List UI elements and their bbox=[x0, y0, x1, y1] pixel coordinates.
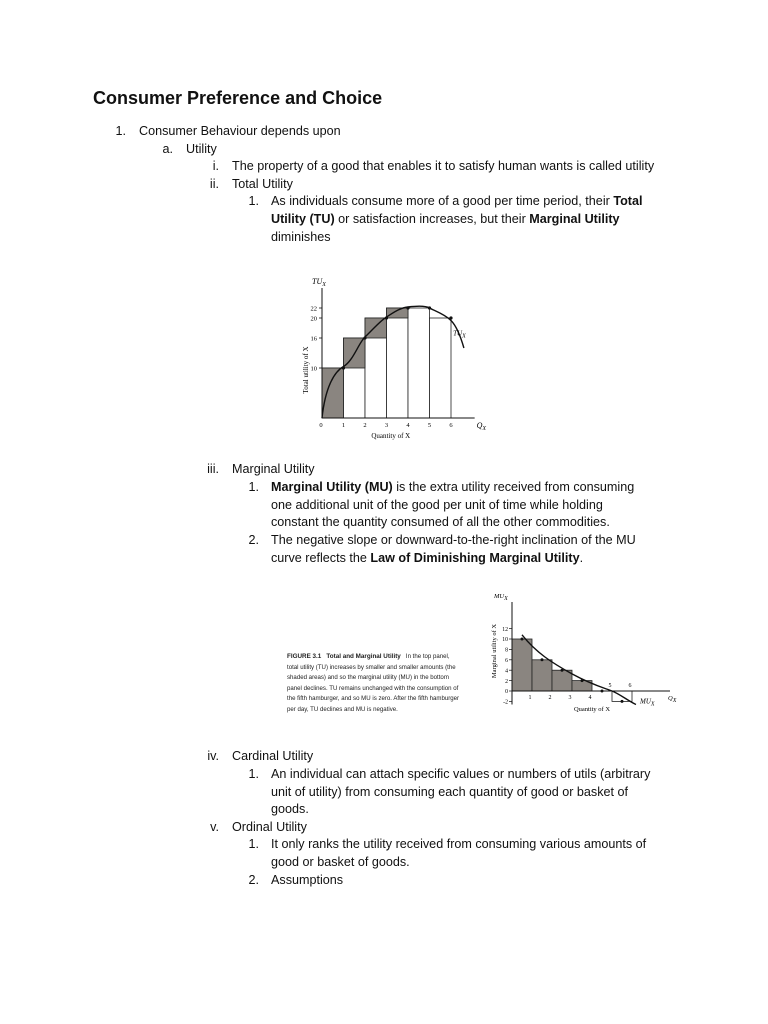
mu-y-tick-label: 12 bbox=[502, 626, 508, 633]
tu-x-axis-label: Quantity of X bbox=[371, 432, 411, 440]
mu-x-axis-title: QX bbox=[668, 695, 677, 704]
list-marker: iv. bbox=[207, 749, 219, 763]
tu-bar bbox=[387, 308, 409, 418]
list-item-text: Cardinal Utility bbox=[232, 749, 314, 763]
tu-point bbox=[406, 306, 409, 309]
marginal-utility-chart bbox=[486, 588, 676, 718]
paragraph-line: one additional unit of the good per unit of time while holding bbox=[271, 498, 603, 512]
tu-y-tick-label: 20 bbox=[310, 315, 317, 323]
mu-y-tick-label: 4 bbox=[505, 668, 508, 675]
mu-y-tick-label: -2 bbox=[503, 699, 508, 706]
tu-y-tick-label: 10 bbox=[310, 365, 317, 373]
mu-y-tick-label: 2 bbox=[505, 678, 508, 685]
tu-x-axis-title: $Q_X$ bbox=[476, 421, 487, 432]
tu-increment-shade bbox=[365, 318, 387, 338]
tu-point bbox=[363, 336, 366, 339]
list-marker: 2. bbox=[248, 533, 259, 547]
mu-bar bbox=[552, 670, 572, 691]
mu-x-tick-label: 4 bbox=[588, 695, 592, 701]
paragraph-line: curve reflects the Law of Diminishing Marginal Utility. bbox=[271, 551, 584, 565]
tu-bar bbox=[430, 318, 452, 418]
mu-y-tick-label: 0 bbox=[505, 689, 508, 696]
list-item-text: The property of a good that enables it to satisfy human wants is called utility bbox=[232, 159, 655, 173]
mu-point bbox=[541, 658, 544, 661]
list-marker: 1. bbox=[115, 124, 126, 138]
tu-point bbox=[342, 366, 345, 369]
paragraph-line: It only ranks the utility received from consuming various amounts of bbox=[271, 837, 647, 851]
paragraph-line: The negative slope or downward-to-the-right inclination of the MU bbox=[271, 533, 636, 547]
tu-y-tick-label: 16 bbox=[310, 335, 317, 343]
mu-bar bbox=[532, 660, 552, 691]
paragraph-line: diminishes bbox=[271, 230, 331, 244]
paragraph-line: good or basket of goods. bbox=[271, 855, 410, 869]
list-item-text: Marginal Utility bbox=[232, 462, 315, 476]
tu-x-tick-label: 4 bbox=[406, 422, 410, 429]
tu-point bbox=[449, 316, 452, 319]
page-title: Consumer Preference and Choice bbox=[93, 88, 383, 108]
list-marker: 1. bbox=[248, 767, 259, 781]
mu-y-tick-label: 6 bbox=[505, 658, 508, 664]
list-marker: iii. bbox=[207, 462, 219, 476]
tu-y-tick-label: 22 bbox=[310, 305, 317, 313]
mu-x-tick-label: 2 bbox=[548, 695, 552, 701]
mu-curve-label: MUX bbox=[640, 697, 655, 708]
paragraph-line: Marginal Utility (MU) is the extra utility received from consuming bbox=[271, 480, 635, 494]
tu-curve-label: TUX bbox=[453, 329, 466, 340]
list-marker: i. bbox=[212, 159, 219, 173]
total-utility-chart bbox=[300, 272, 500, 444]
figure-caption: FIGURE 3.1 Total and Marginal Utility In the top panel, total utility (TU) increases by smaller and smaller amounts (the shaded areas) and so the marginal utility (MU) in the bottom panel declines. TU remains unchanged with the consumption of the fifth hamburger, and so MU is zero. After the fifth hamburger per day, TU declines and MU is negative. bbox=[287, 653, 460, 713]
list-item-text: Total Utility bbox=[232, 177, 293, 191]
tu-x-tick-label: 1 bbox=[341, 422, 346, 429]
list-marker: 1. bbox=[248, 480, 259, 494]
mu-point bbox=[621, 700, 624, 703]
mu-point bbox=[521, 638, 524, 641]
tu-x-tick-label: 5 bbox=[427, 422, 432, 429]
tu-x-tick-label: 2 bbox=[363, 422, 367, 429]
mu-x-tick-label: 1 bbox=[528, 695, 532, 701]
list-marker: ii. bbox=[209, 177, 219, 191]
list-item-text: Ordinal Utility bbox=[232, 820, 307, 834]
paragraph-line: Utility (TU) or satisfaction increases, but their Marginal Utility bbox=[271, 212, 620, 226]
paragraph-line: constant the quantity consumed of all the other commodities. bbox=[271, 515, 610, 529]
mu-x-tick-label: 3 bbox=[568, 695, 572, 701]
paragraph-line: An individual can attach specific values or numbers of utils (arbitrary bbox=[271, 767, 651, 781]
tu-point bbox=[428, 306, 431, 309]
tu-point bbox=[385, 316, 388, 319]
mu-y-tick-label: 8 bbox=[505, 647, 508, 654]
mu-x-axis-label: Quantity of X bbox=[573, 706, 611, 713]
list-marker: 2. bbox=[248, 873, 259, 887]
list-item-text: Assumptions bbox=[271, 873, 344, 887]
list-marker: a. bbox=[162, 142, 173, 156]
mu-y-axis-title: MUX bbox=[494, 593, 508, 602]
mu-y-tick-label: 10 bbox=[502, 637, 508, 644]
tu-x-tick-label: 3 bbox=[384, 422, 389, 429]
mu-x-tick-label: 6 bbox=[628, 683, 632, 689]
list-marker: 1. bbox=[248, 837, 259, 851]
tu-increment-shade bbox=[387, 308, 409, 318]
paragraph-line: unit of utility) from consuming each quantity of good or basket of bbox=[271, 785, 629, 799]
mu-bar bbox=[512, 639, 532, 691]
tu-x-tick-label: 6 bbox=[449, 422, 453, 429]
tu-y-axis-title: $TU_X$ bbox=[312, 277, 326, 288]
tu-x-tick-label: 0 bbox=[319, 422, 323, 429]
mu-point bbox=[561, 669, 564, 672]
list-marker: v. bbox=[210, 820, 219, 834]
mu-x-tick-label: 5 bbox=[608, 683, 612, 689]
paragraph-line: goods. bbox=[271, 802, 309, 816]
mu-point bbox=[581, 679, 584, 682]
tu-y-axis-label: Total utility of X bbox=[302, 346, 310, 394]
list-marker: 1. bbox=[248, 194, 259, 208]
paragraph-line: As individuals consume more of a good per time period, their Total bbox=[271, 194, 643, 208]
list-item-text: Consumer Behaviour depends upon bbox=[139, 124, 341, 138]
tu-bar bbox=[408, 308, 430, 418]
list-item-text: Utility bbox=[186, 142, 217, 156]
mu-point bbox=[601, 690, 604, 693]
mu-y-axis-label: Marginal utility of X bbox=[491, 623, 498, 679]
tu-increment-shade bbox=[322, 368, 344, 418]
